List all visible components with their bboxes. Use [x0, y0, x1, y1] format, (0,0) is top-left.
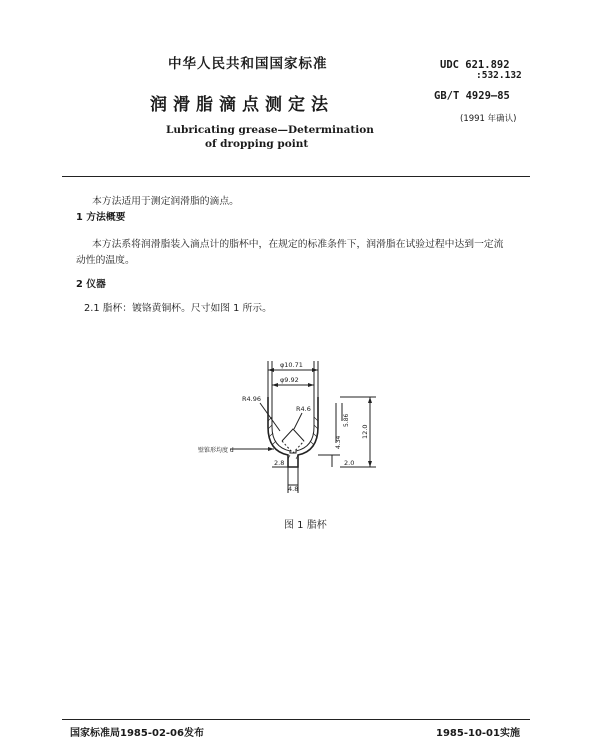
wall-taper-note: 壁锥形均度 d: [198, 447, 234, 454]
dim-small-height: 5.86: [343, 413, 350, 427]
dim-mid-height: 4.34: [335, 435, 342, 449]
dim-inner-radius: R4.6: [296, 405, 311, 413]
section2-item-2-1: 2.1 脂杯：镀铬黄铜杯。尺寸如图 1 所示。: [84, 303, 272, 314]
grease-cup-figure: [190, 355, 390, 505]
section1-heading: 1 方法概要: [76, 212, 126, 223]
intro-text: 本方法适用于测定润滑脂的滴点。: [92, 196, 239, 207]
standard-title: 中华人民共和国国家标准: [168, 56, 328, 72]
dim-inner-diameter: φ9.92: [280, 376, 299, 384]
dim-outer-radius: R4.96: [242, 395, 261, 403]
footer-divider: [62, 719, 530, 720]
english-title-line2: of dropping point: [205, 138, 309, 150]
header-divider: [62, 176, 530, 177]
figure-caption: 图 1 脂杯: [284, 520, 327, 531]
implementation-date: 1985-10-01实施: [436, 728, 520, 739]
section1-para-line2: 动性的温度。: [76, 255, 135, 266]
dim-total-height: 12.0: [361, 424, 369, 439]
udc-code-sub: :532.132: [476, 70, 522, 81]
dim-hole-diameter: 2.8: [274, 459, 285, 467]
udc-code: UDC 621.892: [440, 59, 510, 71]
dim-bottom-height: 2.0: [344, 459, 355, 467]
confirmation-note: (1991 年确认): [460, 114, 517, 124]
chinese-title: 润滑脂滴点测定法: [150, 95, 334, 115]
dim-bottom-width: 4.8: [288, 485, 299, 493]
dim-outer-diameter: φ10.71: [280, 361, 303, 369]
section2-heading: 2 仪器: [76, 279, 106, 290]
section1-para-line1: 本方法系将润滑脂装入滴点计的脂杯中，在规定的标准条件下，润滑脂在试验过程中达到一定流: [92, 239, 504, 250]
issue-date: 国家标准局1985-02-06发布: [70, 728, 204, 739]
english-title-line1: Lubricating grease—Determination: [166, 124, 374, 136]
gb-number: GB/T 4929—85: [434, 90, 510, 102]
